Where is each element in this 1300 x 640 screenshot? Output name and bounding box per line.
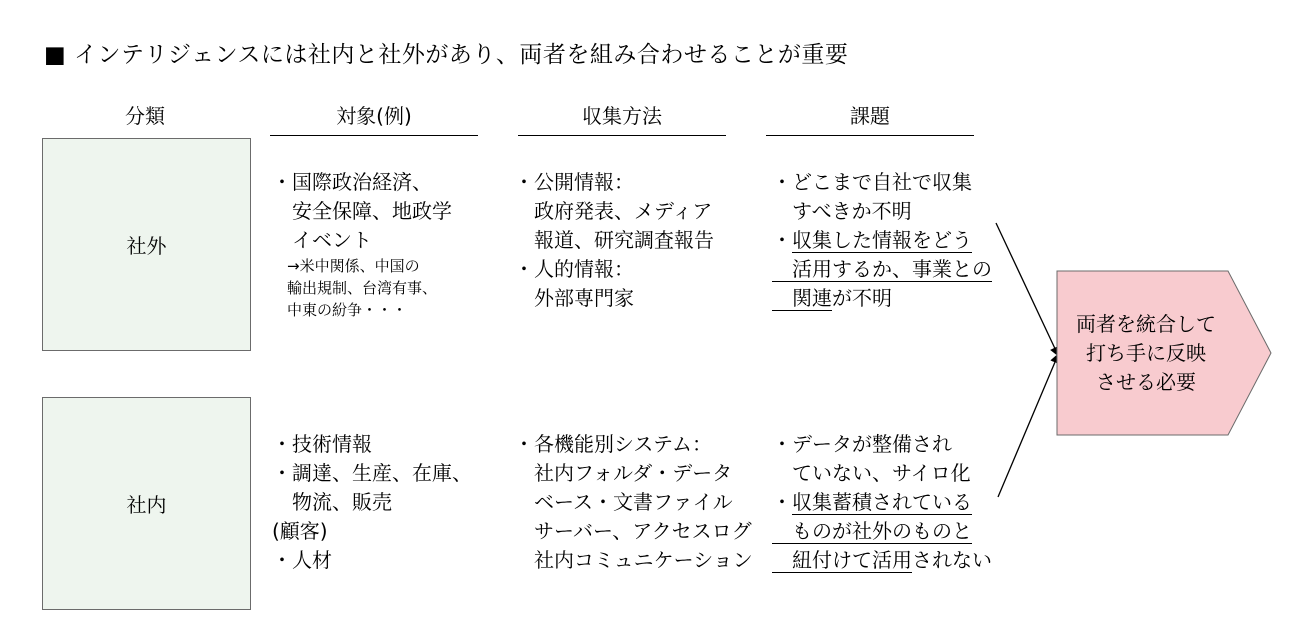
internal-method-line: ベース・文書ファイル (514, 490, 733, 514)
underlined-text: 紐付けて活用 (772, 548, 912, 572)
underlined-text: 活用するか、事業との (772, 257, 992, 281)
internal-target-line: 物流、販売 (272, 490, 392, 514)
external-target-line: イベント (272, 228, 372, 252)
plain-text: されない (912, 548, 992, 572)
external-issue-line: すべきか不明 (772, 199, 912, 223)
external-target-example: 中東の紛争・・・ (272, 301, 408, 319)
external-method-line: 政府発表、メディア (514, 199, 713, 223)
external-target-example: 輸出規制、台湾有事、 (272, 279, 438, 297)
conclusion-line: させる必要 (1096, 369, 1196, 394)
underlined-text: 収集した情報をどう (792, 228, 972, 252)
internal-target-line: ・調達、生産、在庫、 (272, 461, 472, 485)
arrow-external-to-conclusion (996, 223, 1058, 355)
internal-method-line: ・各機能別システム： (514, 432, 712, 456)
external-method-line: ・公開情報： (514, 170, 634, 194)
external-target-example: →米中関係、中国の (272, 257, 420, 275)
internal-method-line: サーバー、アクセスログ (514, 519, 752, 543)
external-method-line: 報道、研究調査報告 (514, 228, 714, 252)
slide-title: ■ インテリジェンスには社内と社外があり、両者を組み合わせることが重要 (44, 42, 849, 68)
internal-target-line: ・人材 (272, 548, 332, 572)
underlined-text: 収集蓄積されている (792, 490, 972, 514)
conclusion-text (1056, 270, 1236, 436)
internal-target-line: (顧客) (272, 519, 328, 543)
underlined-text: 関連 (772, 286, 832, 310)
internal-method-line: 社内フォルダ・データ (514, 461, 733, 485)
internal-issue-line: ・データが整備され (772, 432, 952, 456)
internal-method-line: 社内コミュニケーション (514, 548, 753, 572)
plain-text: が不明 (832, 286, 892, 310)
internal-issue-line: ていない、サイロ化 (772, 461, 971, 485)
external-method-line: 外部専門家 (514, 286, 634, 310)
conclusion-line: 打ち手に反映 (1086, 340, 1206, 365)
internal-target-line: ・技術情報 (272, 432, 372, 456)
arrow-internal-to-conclusion (998, 355, 1058, 497)
column-header-target: 対象(例) (270, 100, 478, 136)
external-issue-line: ・どこまで自社で収集 (772, 170, 972, 194)
column-header-method: 収集方法 (518, 100, 726, 136)
bullet: ・ (772, 228, 792, 252)
conclusion-line: 両者を統合して (1076, 311, 1216, 336)
category-label-external: 社外 (126, 234, 167, 258)
underlined-text: ものが社外のものと (772, 519, 972, 543)
column-header-issue: 課題 (766, 100, 974, 136)
external-target-line: ・国際政治経済、 (272, 170, 432, 194)
external-target-line: 安全保障、地政学 (272, 199, 452, 223)
column-header-category: 分類 (125, 104, 165, 128)
bullet: ・ (772, 490, 792, 514)
category-label-internal: 社内 (126, 493, 167, 517)
external-method-line: ・人的情報： (514, 257, 634, 281)
conclusion-box (1056, 270, 1272, 436)
